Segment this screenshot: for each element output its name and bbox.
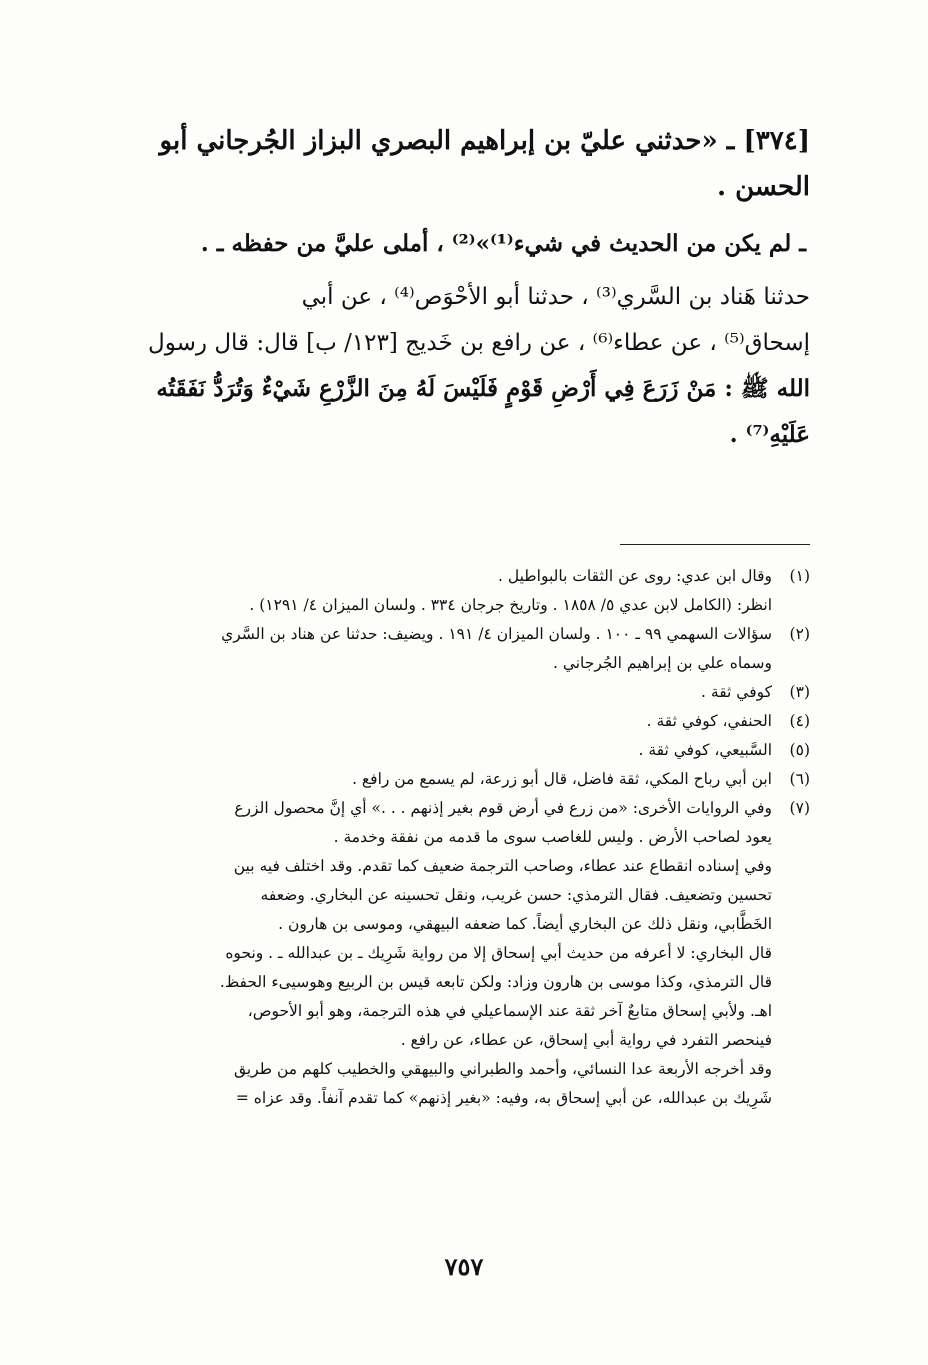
footnote bbox=[110, 620, 810, 678]
footnote-number: (٤) bbox=[789, 712, 810, 730]
paragraph-line: الخَطَّابي، ونقل ذلك عن البخاري أيضاً. كما ضعفه البيهقي، وموسى بن هارون . bbox=[278, 915, 772, 933]
paragraph-line: وقد أخرجه الأربعة عدا النسائي، وأحمد والطبراني والبيهقي والخطيب كلهم من طريق bbox=[233, 1060, 772, 1078]
footnote-line: وسماه علي بن إبراهيم الجُرجاني . bbox=[552, 654, 772, 672]
entry-subheading: ـ لم يكن من الحديث في شيء⁽¹⁾»⁽²⁾ ، أملى عليَّ من حفظه ـ . bbox=[200, 230, 806, 257]
page-number: ٧٥٧ bbox=[444, 1252, 484, 1281]
main-text bbox=[110, 118, 810, 458]
footnote-line: يعود لصاحب الأرض . وليس للغاصب سوى ما قدمه من نفقة وخدمة . bbox=[333, 828, 772, 846]
footnote-paragraph bbox=[110, 1055, 810, 1113]
paragraph-line: اهـ. ولأبي إسحاق متابعٌ آخر ثقة عند الإسماعيلي في هذه الترجمة، وهو أبو الأحوص، bbox=[247, 1002, 772, 1020]
footnote-line: الحنفي، كوفي ثقة . bbox=[646, 712, 772, 730]
footnote bbox=[110, 736, 810, 765]
paragraph-line: قال الترمذي، وكذا موسى بن هارون وزاد: ولكن تابعه قيس بن الربيع وهوسيىء الحفظ. bbox=[219, 973, 772, 991]
footnote-separator bbox=[620, 544, 810, 545]
footnote bbox=[110, 678, 810, 707]
footnote-paragraph bbox=[110, 852, 810, 939]
footnote bbox=[110, 765, 810, 794]
footnote-number: (٥) bbox=[789, 741, 810, 759]
paragraph-line: فينحصر التفرد في رواية أبي إسحاق، عن عطاء، عن رافع . bbox=[400, 1031, 772, 1049]
footnote bbox=[110, 794, 810, 852]
entry-heading: [٣٧٤] ـ «حدثني عليّ بن إبراهيم البصري البزاز الجُرجاني أبو الحسن . bbox=[159, 126, 810, 202]
footnote bbox=[110, 707, 810, 736]
body-line: إسحاق⁽⁵⁾ ، عن عطاء⁽⁶⁾ ، عن رافع بن خَديج [١٢٣/ ب] قال: قال رسول bbox=[148, 330, 810, 356]
footnote-line: ابن أبي رباح المكي، ثقة فاضل، قال أبو زرعة، لم يسمع من رافع . bbox=[352, 770, 772, 788]
body-line: حدثنا هَناد بن السَّري⁽³⁾ ، حدثنا أبو الأحْوَص⁽⁴⁾ ، عن أبي bbox=[301, 284, 810, 310]
hadith-line: عَلَيْهِ⁽⁷⁾ . bbox=[729, 421, 810, 448]
footnote-number: (٧) bbox=[789, 799, 810, 817]
footnote-line: كوفي ثقة . bbox=[701, 683, 772, 701]
hadith-line: الله ﷺ : مَنْ زَرَعَ فِي أَرْضِ قَوْمٍ فَلَيْسَ لَهُ مِنَ الزَّرْعِ شَيْءٌ وَتُرَدُّ نَفَقَتُه bbox=[156, 375, 810, 402]
footnote-line: السَّبيعي، كوفي ثقة . bbox=[638, 741, 772, 759]
paragraph-line: وفي إسناده انقطاع عند عطاء، وصاحب الترجمة ضعيف كما تقدم. وقد اختلف فيه بين bbox=[233, 857, 772, 875]
footnote-number: (٢) bbox=[789, 625, 810, 643]
footnote-number: (٣) bbox=[789, 683, 810, 701]
footnote-line: انظر: (الكامل لابن عدي ٥/ ١٨٥٨ . وتاريخ جرجان ٣٣٤ . ولسان الميزان ٤/ ١٢٩١) . bbox=[249, 596, 772, 614]
isnad-text bbox=[110, 274, 810, 458]
paragraph-line: قال البخاري: لا أعرفه من حديث أبي إسحاق إلا من رواية شَرِيك ـ بن عبدالله ـ . ونحوه bbox=[225, 944, 772, 962]
footnote-number: (١) bbox=[789, 567, 810, 585]
footnote bbox=[110, 562, 810, 620]
paragraph-line: شَرِيك بن عبدالله، عن أبي إسحاق به، وفيه: «بغير إذنهم» كما تقدم آنفاً. وقد عزاه = bbox=[235, 1089, 772, 1107]
paragraph-line: تحسين وتضعيف. فقال الترمذي: حسن غريب، ونقل تحسينه عن البخاري. وضعفه bbox=[260, 886, 772, 904]
footnotes bbox=[110, 562, 810, 1113]
footnote-paragraph bbox=[110, 939, 810, 1055]
footnote-line: وقال ابن عدي: روى عن الثقات بالبواطيل . bbox=[498, 567, 772, 585]
footnote-number: (٦) bbox=[789, 770, 810, 788]
footnote-line: سؤالات السهمي ٩٩ ـ ١٠٠ . ولسان الميزان ٤/ ١٩١ . ويضيف: حدثنا عن هناد بن السَّري bbox=[221, 625, 772, 643]
footnote-line: وفي الروايات الأخرى: «من زرع في أرض قوم بغير إذنهم . . .» أي إنَّ محصول الزرع bbox=[234, 799, 772, 817]
